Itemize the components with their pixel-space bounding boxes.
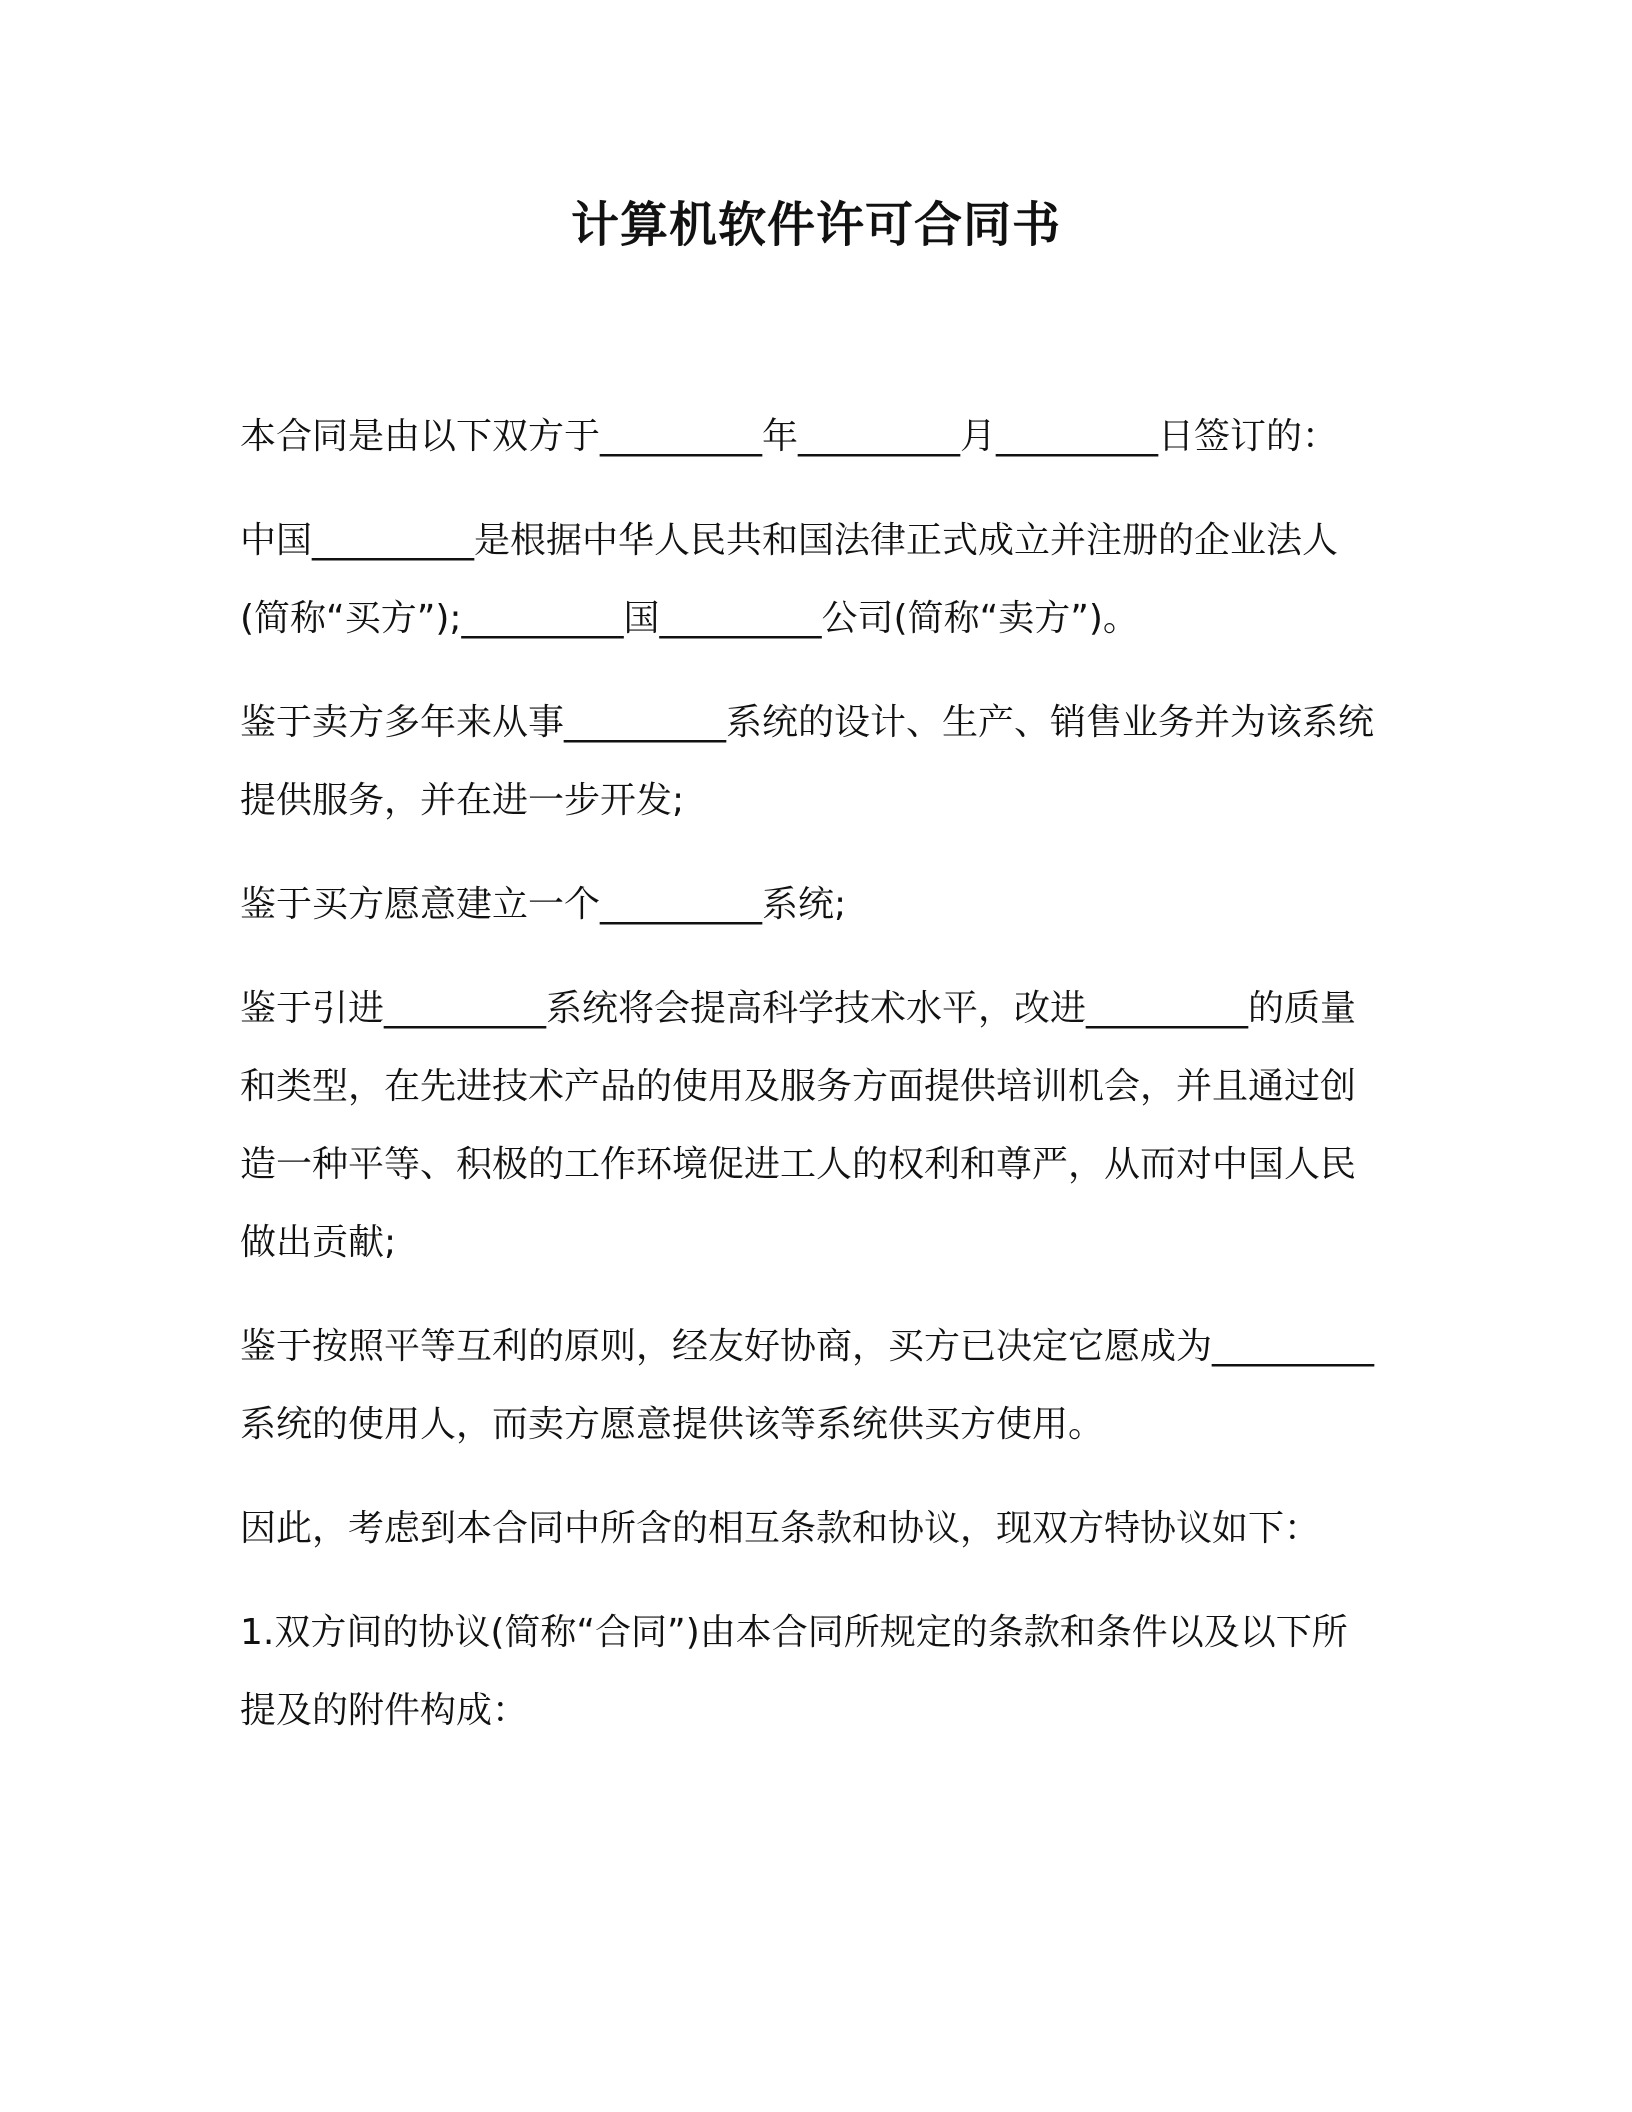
document-title: 计算机软件许可合同书	[570, 197, 1061, 253]
paragraph-signing-date: 本合同是由以下双方于_________年_________月_________日签订的：	[240, 416, 1339, 457]
paragraph-mutual-benefit: 鉴于按照平等互利的原则，经友好协商，买方已决定它愿成为_________系统的使用人，而卖方愿意提供该等系统供买方使用。	[240, 1326, 1375, 1445]
paragraph-buyer-intent: 鉴于买方愿意建立一个_________系统;	[240, 884, 847, 925]
paragraph-agreement-intro: 因此，考虑到本合同中所含的相互条款和协议，现双方特协议如下：	[240, 1508, 1321, 1549]
document-body	[240, 398, 1380, 1776]
paragraph-parties: 中国_________是根据中华人民共和国法律正式成立并注册的企业法人(简称“买方”);_________国_________公司(简称“卖方”)。	[240, 520, 1339, 639]
paragraph-clause-1: 1.双方间的协议(简称“合同”)由本合同所规定的条款和条件以及以下所提及的附件构成：	[240, 1612, 1348, 1731]
paragraph-benefits: 鉴于引进_________系统将会提高科学技术水平，改进_________的质量和类型，在先进技术产品的使用及服务方面提供培训机会，并且通过创造一种平等、积极的工作环境促进工人的权利和尊严，从而对中国人民做出贡献;	[240, 988, 1357, 1263]
paragraph-seller-business: 鉴于卖方多年来从事_________系统的设计、生产、销售业务并为该系统提供服务，并在进一步开发;	[240, 702, 1375, 821]
